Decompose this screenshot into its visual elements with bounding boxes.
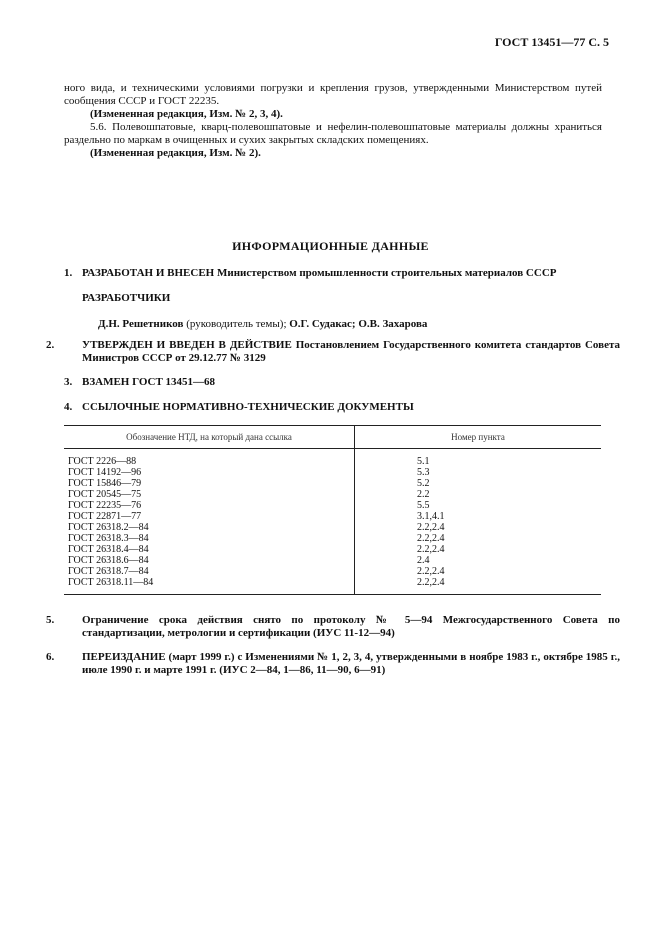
cell-document: ГОСТ 20545—75 — [64, 489, 355, 500]
cell-clause: 2.2,2.4 — [417, 577, 445, 588]
info-data-title: ИНФОРМАЦИОННЫЕ ДАННЫЕ — [232, 239, 429, 253]
section-5-number: 5. — [46, 614, 55, 626]
cell-clause: 5.1 — [417, 456, 430, 467]
section-4-text: ССЫЛОЧНЫЕ НОРМАТИВНО-ТЕХНИЧЕСКИЕ ДОКУМЕНТЫ — [82, 401, 414, 413]
section-6-text: (март 1999 г.) с Изменениями № 1, 2, 3, 4, утвержденными в ноябре 1983 г., октябре 1985 г., июле 1990 г. и марте 1991 г. (ИУС 2—84, 1—86, 11—90, 6—91) — [82, 651, 620, 676]
cell-clause: 2.2,2.4 — [417, 566, 445, 577]
cell-clause: 2.2,2.4 — [417, 522, 445, 533]
section-5-text: Ограничение срока действия снято по протоколу № 5—94 Межгосударственного Совета по стандартизации, метрологии и сертификации (ИУС 11-12—94) — [82, 614, 620, 639]
table-bottom-rule — [64, 594, 601, 595]
section-2-heading: УТВЕРЖДЕН И ВВЕДЕН В ДЕЙСТВИЕ — [82, 339, 292, 351]
cell-document: ГОСТ 15846—79 — [64, 478, 355, 489]
cell-document: ГОСТ 26318.11—84 — [64, 577, 355, 594]
section-4-number: 4. — [64, 401, 73, 413]
cell-clause: 2.4 — [417, 555, 430, 566]
reference-table — [64, 425, 601, 594]
cell-document: ГОСТ 2226—88 — [64, 449, 355, 468]
cell-clause: 5.3 — [417, 467, 430, 478]
cell-document: ГОСТ 22235—76 — [64, 500, 355, 511]
section-5 — [46, 614, 620, 640]
edit-note-1: (Измененная редакция, Изм. № 2, 3, 4). — [90, 108, 283, 120]
table-row — [64, 467, 601, 478]
developer-3: О.В. Захарова — [358, 318, 428, 330]
table-row — [64, 577, 601, 594]
table-row — [64, 449, 601, 468]
table-row — [64, 566, 601, 577]
cell-document: ГОСТ 26318.4—84 — [64, 544, 355, 555]
column-header-clause: Номер пункта — [355, 426, 602, 449]
clause-5-6: 5.6. Полевошпатовые, кварц-полевошпатовые и нефелин-полевошпатовые материалы должны храниться раздельно по маркам в очищенных и сухих закрытых складских помещениях. — [64, 121, 602, 146]
section-6 — [46, 651, 620, 677]
table-row — [64, 555, 601, 566]
table-row — [64, 511, 601, 522]
section-1 — [64, 267, 602, 280]
developer-1: Д.Н. Решетников — [98, 318, 184, 330]
section-3-number: 3. — [64, 376, 73, 388]
developers-heading: РАЗРАБОТЧИКИ — [82, 292, 171, 304]
cell-document: ГОСТ 26318.3—84 — [64, 533, 355, 544]
cell-clause: 2.2 — [417, 489, 430, 500]
cell-document: ГОСТ 26318.2—84 — [64, 522, 355, 533]
table-row — [64, 489, 601, 500]
section-2 — [46, 339, 621, 365]
developer-2: О.Г. Судакас; — [289, 318, 356, 330]
section-2-text: Постановлением Государственного комитета стандартов Совета Министров СССР от 29.12.77 № 3129 — [82, 339, 621, 364]
section-3 — [64, 376, 602, 389]
table-row — [64, 544, 601, 555]
column-header-document: Обозначение НТД, на который дана ссылка — [64, 426, 355, 449]
table-row — [64, 533, 601, 544]
section-2-number: 2. — [46, 339, 55, 351]
cell-document: ГОСТ 14192—96 — [64, 467, 355, 478]
section-1-heading: РАЗРАБОТАН И ВНЕСЕН — [82, 267, 215, 279]
cell-clause: 5.5 — [417, 500, 430, 511]
developers-list — [98, 318, 427, 331]
section-1-text: Министерством промышленности строительных материалов СССР — [216, 267, 557, 279]
edit-note-2: (Измененная редакция, Изм. № 2). — [90, 147, 261, 159]
cell-document: ГОСТ 26318.7—84 — [64, 566, 355, 577]
continuation-paragraph: ного вида, и техническими условиями погрузки и крепления грузов, утвержденными Министерством путей сообщения СССР и ГОСТ 22235. — [64, 82, 602, 107]
cell-clause: 2.2,2.4 — [417, 533, 445, 544]
table-row — [64, 500, 601, 511]
section-4 — [64, 401, 602, 414]
cell-clause: 3.1,4.1 — [417, 511, 445, 522]
developer-1-role: (руководитель темы); — [186, 318, 287, 330]
section-6-number: 6. — [46, 651, 55, 663]
cell-clause: 5.2 — [417, 478, 430, 489]
cell-clause: 2.2,2.4 — [417, 544, 445, 555]
section-3-text: ВЗАМЕН ГОСТ 13451—68 — [82, 376, 216, 388]
cell-document: ГОСТ 26318.6—84 — [64, 555, 355, 566]
table-row — [64, 478, 601, 489]
table-row — [64, 522, 601, 533]
section-6-heading: ПЕРЕИЗДАНИЕ — [82, 651, 166, 663]
cell-document: ГОСТ 22871—77 — [64, 511, 355, 522]
section-1-number: 1. — [64, 267, 73, 279]
page-header: ГОСТ 13451—77 С. 5 — [494, 35, 609, 49]
